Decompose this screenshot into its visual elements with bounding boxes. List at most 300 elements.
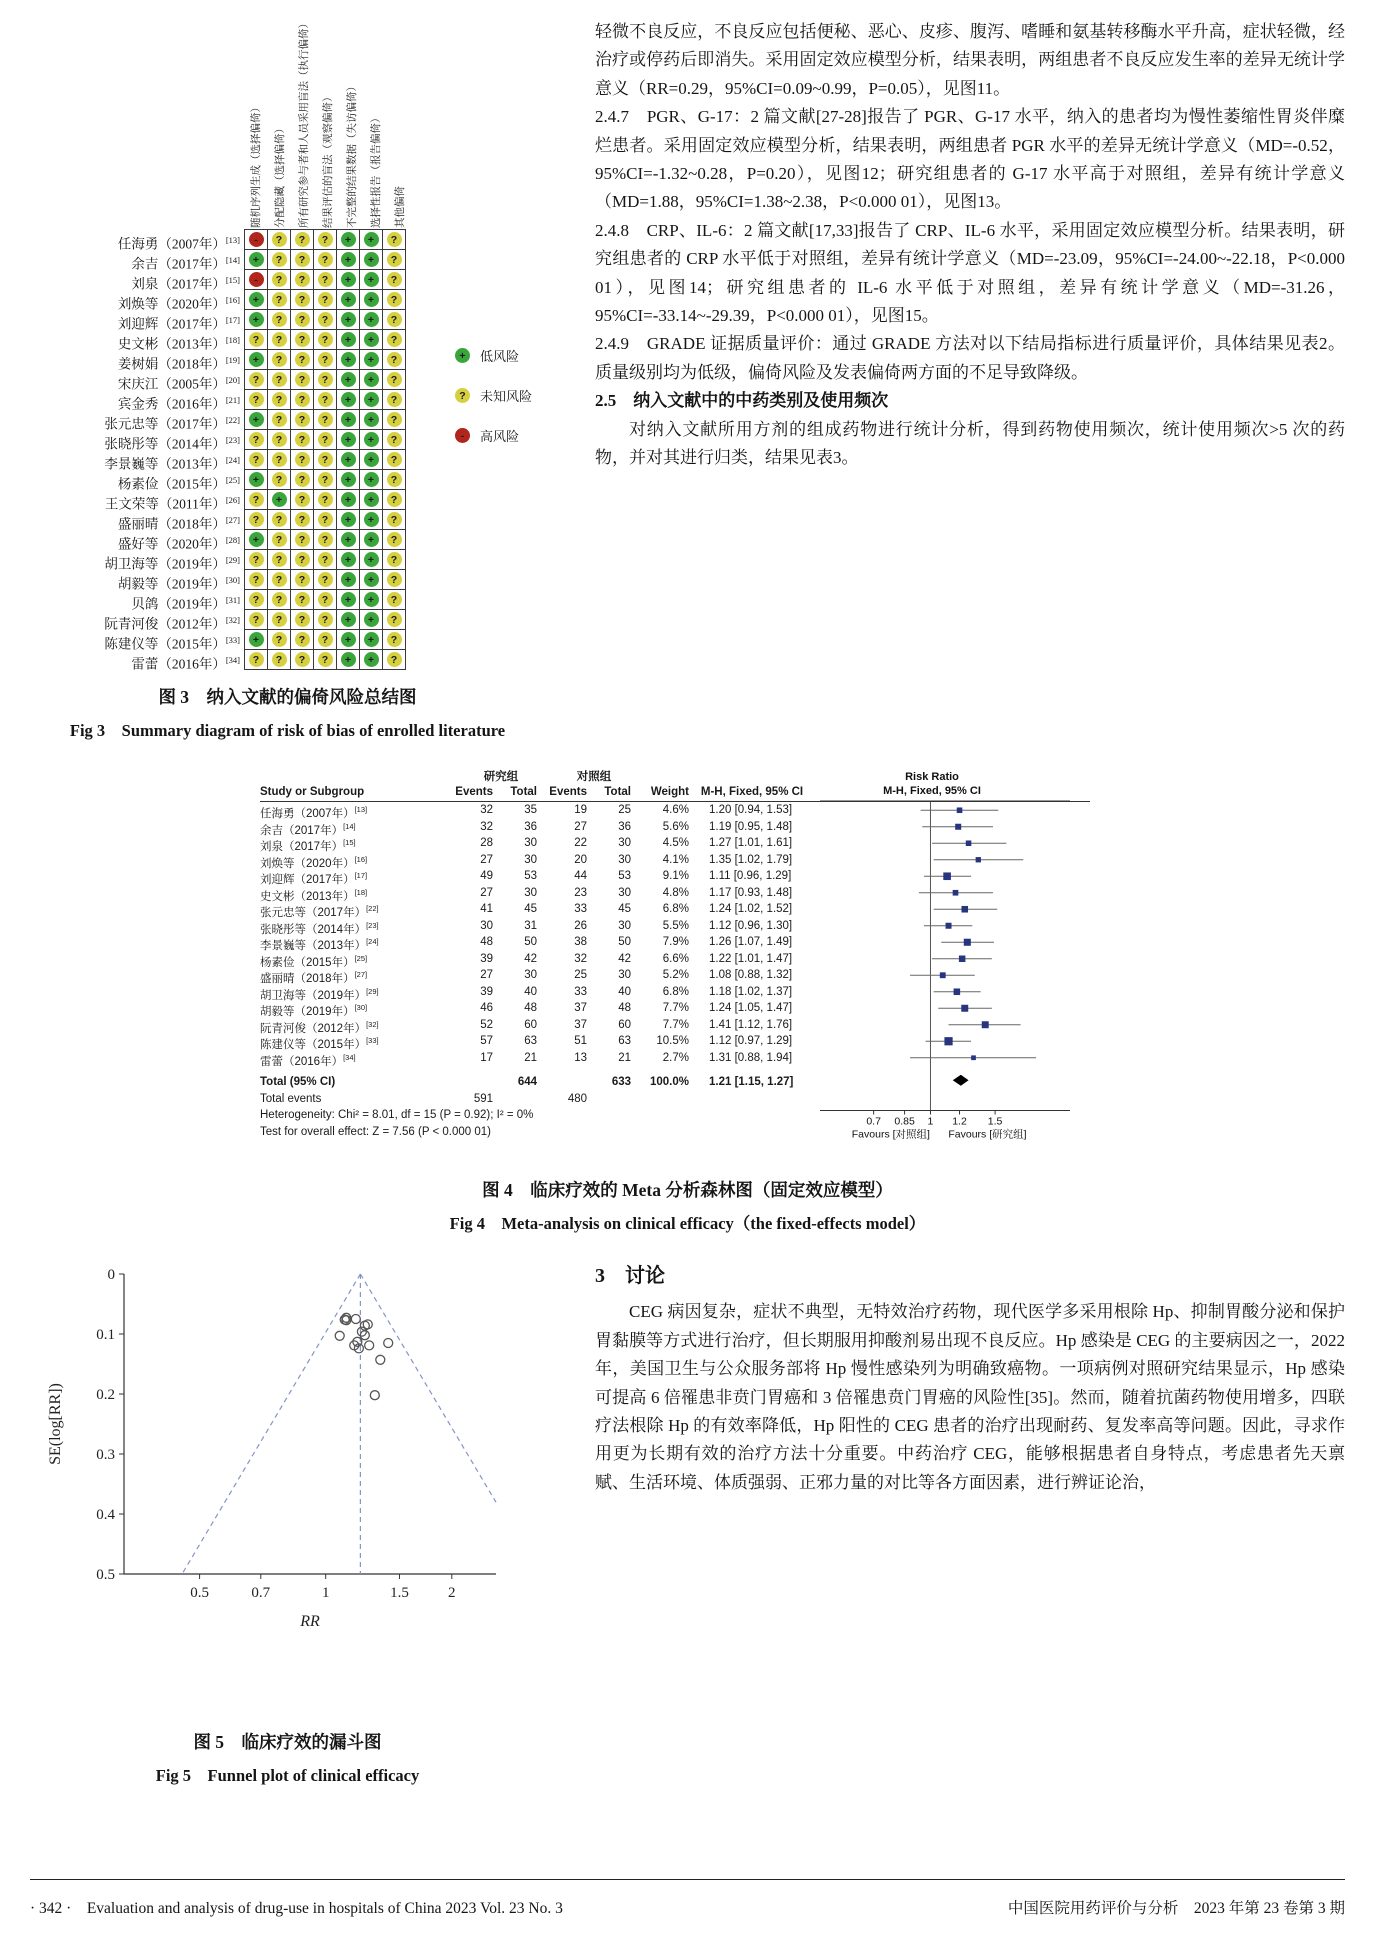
- forest-events1-value: 57: [480, 1035, 493, 1047]
- rob-judgement-cell: [359, 329, 383, 350]
- forest-weight-value: 5.2%: [662, 969, 689, 981]
- funnel-point: [365, 1341, 374, 1350]
- rob-study-name: 姜树娟（2018年）: [117, 356, 226, 372]
- rob-dot-low: +: [249, 292, 264, 307]
- forest-header-study: Study or Subgroup: [260, 786, 365, 798]
- rob-judgement-cell: [313, 249, 337, 270]
- forest-rr-value: 1.31 [0.88, 1.94]: [709, 1051, 793, 1064]
- rob-dot-unclear: ?: [295, 572, 310, 587]
- rob-study-name: 余吉（2017年）: [131, 256, 226, 272]
- forest-study-text: 史文彬（2013年）: [260, 890, 355, 903]
- x-tick-label: 0.7: [251, 1585, 271, 1601]
- rob-dot-unclear: ?: [295, 432, 310, 447]
- rob-judgement-cell: [336, 349, 360, 370]
- rob-judgement-cell: [244, 309, 268, 330]
- rob-study-ref: [14]: [225, 255, 240, 265]
- forest-events2-value: 25: [574, 969, 587, 981]
- rob-dot-unclear: ?: [387, 232, 402, 247]
- rob-study-name: 陈建仪等（2015年）: [104, 636, 226, 652]
- rob-judgement-cell: [359, 429, 383, 450]
- rob-study-name: 贝鸽（2019年）: [131, 596, 226, 612]
- effect-marker: [943, 872, 951, 880]
- rob-judgement-cell: [336, 469, 360, 490]
- rob-study-label: [30, 270, 245, 290]
- forest-weight-value: 4.8%: [662, 886, 689, 899]
- forest-rr-value: 1.12 [0.96, 1.30]: [709, 919, 793, 932]
- rob-dot-unclear: ?: [249, 572, 264, 587]
- forest-study-name: [260, 951, 455, 968]
- rob-dot-low: +: [341, 632, 356, 647]
- forest-events2-value: 19: [574, 804, 587, 816]
- rob-dot-unclear: ?: [295, 492, 310, 507]
- rob-judgement-cell: [359, 629, 383, 650]
- forest-total2-value: 30: [618, 837, 631, 849]
- heading-2-5: 2.5 纳入文献中的中药类别及使用频次: [595, 391, 889, 411]
- rob-judgement-cell: [290, 449, 314, 470]
- rob-judgement-cell: [313, 469, 337, 490]
- rob-study-name: 胡卫海等（2019年）: [104, 556, 226, 572]
- forest-weight-value: 4.1%: [662, 853, 689, 866]
- rob-dot-low: +: [249, 312, 264, 327]
- rob-judgement-cell: [336, 449, 360, 470]
- rob-dot-unclear: ?: [387, 512, 402, 527]
- rob-dot-unclear: ?: [387, 312, 402, 327]
- forest-total-n2: 633: [611, 1076, 631, 1088]
- axis-tick-label: 0.7: [866, 1115, 881, 1128]
- forest-study-name: [260, 1033, 455, 1050]
- rob-judgement-cell: [382, 429, 406, 450]
- rob-judgement-cell: [267, 649, 291, 670]
- rob-dot-low: +: [341, 232, 356, 247]
- rob-dot-low: +: [341, 352, 356, 367]
- forest-total2-value: 30: [618, 969, 631, 981]
- rob-column-headers: [30, 18, 575, 230]
- effect-marker: [940, 972, 946, 978]
- funnel-point: [384, 1339, 393, 1348]
- rob-study-name: 张元忠等（2017年）: [104, 416, 226, 432]
- rob-row: [30, 570, 575, 590]
- rob-dot-unclear: ?: [295, 352, 310, 367]
- rob-row: [30, 590, 575, 610]
- forest-events2-value: 20: [574, 853, 587, 866]
- rob-judgement-cell: [244, 229, 268, 250]
- forest-total1-value: 30: [524, 886, 537, 899]
- forest-study-name: [260, 967, 455, 984]
- rob-judgement-cell: [290, 589, 314, 610]
- forest-rr-value: 1.24 [1.05, 1.47]: [709, 1002, 793, 1014]
- rob-row: [30, 230, 575, 250]
- rob-dot-unclear: ?: [318, 652, 333, 667]
- rob-row: [30, 510, 575, 530]
- rob-dot-unclear: ?: [272, 512, 287, 527]
- rob-study-ref: [16]: [225, 295, 240, 305]
- effect-marker: [971, 1055, 976, 1060]
- rob-study-ref: [20]: [225, 375, 240, 385]
- forest-events1-value: 32: [480, 820, 493, 833]
- rob-judgement-cell: [336, 549, 360, 570]
- rob-judgement-cell: [359, 449, 383, 470]
- forest-study-ref: [25]: [354, 953, 368, 963]
- funnel-boundary-right: [360, 1274, 496, 1502]
- rob-study-ref: [33]: [225, 635, 240, 645]
- rob-judgement-cell: [267, 449, 291, 470]
- rob-study-label: [30, 310, 245, 330]
- forest-study-ref: [13]: [354, 805, 368, 814]
- forest-study-name: [260, 984, 455, 1001]
- rob-study-name: 杨素俭（2015年）: [117, 476, 226, 492]
- spacer: [503, 1091, 547, 1108]
- rob-study-label: [30, 230, 245, 250]
- rob-dot-unclear: ?: [272, 252, 287, 267]
- rob-dot-unclear: ?: [272, 532, 287, 547]
- forest-events1-value: 41: [480, 903, 493, 915]
- rob-judgement-cell: [267, 529, 291, 550]
- rob-dot-low: +: [341, 492, 356, 507]
- rob-dot-unclear: ?: [295, 652, 310, 667]
- rob-judgement-cell: [336, 649, 360, 670]
- rob-judgement-cell: [290, 509, 314, 530]
- rob-judgement-cell: [313, 289, 337, 310]
- rob-legend-label: 未知风险: [480, 389, 533, 404]
- forest-events1-value: 27: [480, 886, 493, 899]
- rob-judgement-cell: [382, 249, 406, 270]
- forest-study-text: 刘泉（2017年）: [260, 840, 344, 853]
- rob-dot-unclear: ?: [318, 552, 333, 567]
- rob-judgement-cell: [382, 289, 406, 310]
- forest-rr-value: 1.12 [0.97, 1.29]: [709, 1035, 793, 1047]
- rob-study-label: [30, 250, 245, 270]
- forest-study-name: [260, 819, 455, 836]
- forest-rr-value: 1.18 [1.02, 1.37]: [709, 985, 793, 998]
- y-tick-label: 0.1: [96, 1327, 115, 1343]
- axis-tick-label: 1.5: [987, 1115, 1003, 1128]
- rob-judgement-cell: [313, 409, 337, 430]
- rob-dot-unclear: ?: [272, 392, 287, 407]
- rob-row: [30, 250, 575, 270]
- rob-judgement-cell: [290, 349, 314, 370]
- plot-header-line1: Risk Ratio: [905, 771, 959, 783]
- forest-events1-value: 32: [480, 804, 493, 816]
- rob-judgement-cell: [336, 229, 360, 250]
- favours-right-label: Favours [研究组]: [948, 1128, 1027, 1141]
- rob-judgement-cell: [267, 549, 291, 570]
- rob-dot-unclear: ?: [272, 452, 287, 467]
- rob-dot-unclear: ?: [295, 372, 310, 387]
- rob-study-label: [30, 510, 245, 530]
- rob-judgement-cell: [336, 609, 360, 630]
- rob-dot-unclear: ?: [249, 372, 264, 387]
- rob-dot-unclear: ?: [387, 632, 402, 647]
- rob-study-ref: [23]: [225, 435, 240, 445]
- rob-judgement-cell: [267, 609, 291, 630]
- rob-dot-unclear: ?: [295, 512, 310, 527]
- rob-dot-low: +: [364, 472, 379, 487]
- rob-dot-low: +: [249, 352, 264, 367]
- rob-dot-unclear: ?: [272, 292, 287, 307]
- rob-dot-unclear: ?: [249, 452, 264, 467]
- rob-dot-low: +: [341, 572, 356, 587]
- rob-dot-unclear: ?: [272, 552, 287, 567]
- rob-judgement-cell: [244, 589, 268, 610]
- rob-dot-low: +: [249, 252, 264, 267]
- axis-tick-label: 0.85: [894, 1115, 915, 1128]
- rob-study-name: 盛丽晴（2018年）: [117, 516, 226, 532]
- forest-heterogeneity-text: Heterogeneity: Chi² = 8.01, df = 15 (P = 0.92); I² = 0%: [260, 1109, 534, 1121]
- rob-dot-unclear: ?: [318, 432, 333, 447]
- rob-dot-unclear: ?: [318, 252, 333, 267]
- rob-dot-unclear: ?: [295, 592, 310, 607]
- rob-judgement-cell: [359, 269, 383, 290]
- rob-judgement-cell: [382, 389, 406, 410]
- rob-dot-low: +: [364, 292, 379, 307]
- rob-study-ref: [13]: [225, 235, 240, 245]
- rob-study-name: 李景巍等（2013年）: [104, 456, 226, 472]
- rob-dot-unclear: ?: [272, 352, 287, 367]
- rob-study-ref: [25]: [225, 475, 240, 485]
- rob-judgement-cell: [313, 529, 337, 550]
- forest-total2-value: 45: [618, 903, 631, 915]
- forest-study-text: 雷蕾（2016年）: [260, 1055, 344, 1068]
- section-2-4-7: 2.4.7 PGR、G-17：2 篇文献[27-28]报告了 PGR、G-17 水平，纳入的患者均为慢性萎缩性胃炎伴糜烂患者。采用固定效应模型分析，结果表明，两组患者 PGR 水平的差异无统计学意义（MD=-0.52，95%CI=-1.32~0.28，P=0.20），见图12；研究组患者的 G-17 水平高于对照组，差异有统计学意义（MD=1.88，95%CI=1.38~2.38，P<0.000 01），见图13。: [595, 107, 1345, 212]
- rob-judgement-cell: [359, 529, 383, 550]
- forest-events1-value: 39: [480, 985, 493, 998]
- rob-study-name: 王文荣等（2011年）: [104, 496, 226, 512]
- rob-dot-low: +: [364, 252, 379, 267]
- rob-dot-unclear: ?: [249, 652, 264, 667]
- rob-row: [30, 650, 575, 670]
- forest-weight-value: 7.7%: [662, 1018, 689, 1031]
- rob-judgement-cell: [244, 389, 268, 410]
- forest-events2-value: 26: [574, 919, 587, 932]
- rob-study-label: [30, 650, 245, 670]
- rob-dot-unclear: ?: [318, 392, 333, 407]
- rob-judgement-cell: [244, 649, 268, 670]
- rob-dot-unclear: ?: [249, 612, 264, 627]
- rob-row: [30, 490, 575, 510]
- rob-study-label: [30, 370, 245, 390]
- rob-judgement-cell: [267, 269, 291, 290]
- rob-judgement-cell: [267, 569, 291, 590]
- rob-study-ref: [24]: [225, 455, 240, 465]
- rob-dot-low: +: [364, 552, 379, 567]
- rob-column-header: 分配隐藏（选择偏倚）: [275, 123, 286, 228]
- rob-dot-unclear: ?: [387, 392, 402, 407]
- figure-4-forest-plot: [260, 769, 1090, 1157]
- rob-dot-low: +: [341, 292, 356, 307]
- forest-study-text: 刘焕等（2020年）: [260, 857, 355, 870]
- rob-dot-unclear: ?: [387, 252, 402, 267]
- x-tick-label: 2: [448, 1585, 456, 1601]
- forest-weight-value: 9.1%: [662, 870, 689, 882]
- rob-judgement-cell: [313, 429, 337, 450]
- rob-dot-unclear: ?: [387, 292, 402, 307]
- rob-judgement-cell: [244, 329, 268, 350]
- rob-dot-low: +: [249, 632, 264, 647]
- rob-dot-unclear: ?: [295, 472, 310, 487]
- rob-dot-low: +: [341, 432, 356, 447]
- rob-study-label: [30, 610, 245, 630]
- forest-total2-value: 63: [618, 1035, 631, 1047]
- rob-dot-unclear: ?: [249, 432, 264, 447]
- forest-study-name: [260, 835, 455, 852]
- rob-dot-unclear: ?: [318, 412, 333, 427]
- effect-marker: [957, 807, 963, 813]
- rob-study-label: [30, 410, 245, 430]
- forest-events2-value: 32: [574, 952, 587, 965]
- forest-weight-value: 5.5%: [662, 919, 689, 932]
- favours-left-label: Favours [对照组]: [851, 1128, 930, 1141]
- rob-judgement-cell: [382, 229, 406, 250]
- paragraph-discussion: CEG 病因复杂，症状不典型，无特效治疗药物，现代医学多采用根除 Hp、抑制胃酸分泌和保护胃黏膜等方式进行治疗，但长期服用抑酸剂易出现不良反应。Hp 感染是 CEG 的主要病因之一，2022 年，美国卫生与公众服务部将 Hp 慢性感染列为明确致癌物。一项病例对照研究结果显示，Hp 感染可提高 6 倍罹患非贲门胃癌和 3 倍罹患贲门胃癌的风险性[35]。然而，随着抗菌药物使用增多，四联疗法根除 Hp 的有效率降低，Hp 阳性的 CEG 患者的治疗出现耐药、复发率高等问题。因此，寻求作用更为长期有效的治疗方法十分重要。中药治疗 CEG，能够根据患者自身特点，考虑患者先天禀赋、生活环境、体质强弱、正邪力量的对比等各方面因素，进行辨证论治，: [595, 1302, 1345, 1492]
- section-2-4-8: 2.4.8 CRP、IL-6：2 篇文献[17,33]报告了 CRP、IL-6 水平，采用固定效应模型分析。结果表明，研究组患者的 CRP 水平低于对照组，差异有统计学意义（MD=-23.09，95%CI=-24.00~-22.18，P<0.000 01），见图14；研究组患者的 IL-6 水平低于对照组，差异有统计学意义（MD=-31.26，95%CI=-33.14~-29.39，P<0.000 01），见图15。: [595, 220, 1345, 326]
- rob-judgement-cell: [359, 489, 383, 510]
- forest-plot-graphic: [820, 769, 1070, 1154]
- rob-study-ref: [21]: [225, 395, 240, 405]
- rob-dot-unclear: ?: [387, 452, 402, 467]
- rob-judgement-cell: [290, 409, 314, 430]
- x-tick-label: 1.5: [390, 1585, 409, 1601]
- forest-svg: [820, 769, 1070, 1151]
- rob-judgement-cell: [290, 369, 314, 390]
- rob-dot-unclear: ?: [272, 632, 287, 647]
- forest-weight-value: 4.6%: [662, 804, 689, 816]
- rob-study-label: [30, 430, 245, 450]
- rob-dot-unclear: ?: [249, 332, 264, 347]
- rob-dot-low: +: [272, 492, 287, 507]
- forest-study-text: 杨素俭（2015年）: [260, 956, 355, 969]
- rob-dot-unclear: ?: [387, 552, 402, 567]
- rob-dot-low: +: [364, 452, 379, 467]
- rob-judgement-cell: [244, 369, 268, 390]
- forest-total2-value: 30: [618, 886, 631, 899]
- forest-study-text: 胡卫海等（2019年）: [260, 989, 367, 1002]
- rob-judgement-cell: [267, 469, 291, 490]
- rob-judgement-cell: [382, 629, 406, 650]
- spacer: [547, 1074, 597, 1091]
- forest-events2-value: 38: [574, 936, 587, 948]
- rob-judgement-cell: [267, 229, 291, 250]
- effect-marker: [946, 923, 952, 929]
- rob-dot-low: +: [364, 612, 379, 627]
- forest-study-text: 张晓彤等（2014年）: [260, 923, 367, 936]
- forest-total-n1: 644: [517, 1076, 537, 1088]
- rob-legend-dot-high: -: [455, 428, 470, 443]
- forest-study-ref: [15]: [343, 838, 356, 847]
- rob-row: [30, 530, 575, 550]
- forest-events1-value: 39: [480, 952, 493, 965]
- article-column-top: [575, 18, 1345, 741]
- forest-study-ref: [33]: [366, 1036, 379, 1045]
- forest-events2-value: 22: [574, 837, 587, 849]
- axis-tick-label: 1: [927, 1115, 934, 1128]
- rob-judgement-cell: [244, 409, 268, 430]
- rob-dot-unclear: ?: [272, 412, 287, 427]
- forest-study-text: 胡毅等（2019年）: [260, 1005, 355, 1018]
- forest-total1-value: 31: [524, 919, 537, 932]
- rob-study-ref: [18]: [225, 335, 240, 345]
- rob-dot-unclear: ?: [295, 412, 310, 427]
- rob-judgement-cell: [267, 509, 291, 530]
- rob-judgement-cell: [244, 469, 268, 490]
- rob-judgement-cell: [290, 549, 314, 570]
- rob-study-name: 史文彬（2013年）: [117, 336, 226, 352]
- forest-total1-value: 45: [524, 903, 537, 915]
- forest-weight-value: 5.6%: [662, 820, 689, 833]
- rob-judgement-cell: [244, 609, 268, 630]
- rob-row: [30, 610, 575, 630]
- total-diamond: [953, 1075, 969, 1086]
- forest-events1-value: 27: [480, 969, 493, 981]
- forest-study-ref: [32]: [366, 1019, 379, 1029]
- rob-dot-unclear: ?: [387, 572, 402, 587]
- rob-study-name: 胡毅等（2019年）: [117, 576, 226, 592]
- rob-dot-unclear: ?: [318, 472, 333, 487]
- rob-column-header: 随机序列生成（选择偏倚）: [251, 102, 262, 228]
- section-2-4-9: 2.4.9 GRADE 证据质量评价：通过 GRADE 方法对以下结局指标进行质量评价，具体结果见表2。质量级别均为低级，偏倚风险及发表偏倚两方面的不足导致降级。: [595, 334, 1345, 382]
- rob-judgement-cell: [313, 449, 337, 470]
- rob-study-label: [30, 450, 245, 470]
- rob-dot-unclear: ?: [318, 452, 333, 467]
- y-axis-title: SE(log[RR]): [47, 1383, 64, 1465]
- effect-marker: [959, 956, 965, 962]
- rob-study-label: [30, 390, 245, 410]
- rob-dot-unclear: ?: [272, 312, 287, 327]
- forest-rr-value: 1.24 [1.02, 1.52]: [709, 903, 793, 915]
- forest-study-text: 李景巍等（2013年）: [260, 939, 367, 952]
- rob-judgement-cell: [267, 289, 291, 310]
- rob-study-label: [30, 350, 245, 370]
- rob-judgement-cell: [382, 269, 406, 290]
- rob-column-header: 选择性报告（报告偏倚）: [371, 112, 382, 228]
- rob-dot-unclear: ?: [295, 612, 310, 627]
- effect-marker: [955, 824, 961, 830]
- rob-judgement-cell: [382, 309, 406, 330]
- rob-study-name: 张晓彤等（2014年）: [104, 436, 226, 452]
- spacer: [697, 769, 807, 785]
- rob-judgement-cell: [267, 249, 291, 270]
- rob-judgement-cell: [267, 409, 291, 430]
- rob-judgement-cell: [336, 529, 360, 550]
- forest-events2-value: 33: [574, 903, 587, 915]
- forest-total2-value: 42: [618, 952, 631, 965]
- effect-marker: [976, 857, 981, 862]
- forest-weight-value: 6.8%: [662, 985, 689, 998]
- rob-judgement-cell: [267, 369, 291, 390]
- forest-header-rr: M-H, Fixed, 95% CI: [700, 786, 804, 798]
- rob-dot-high: -: [249, 232, 264, 247]
- rob-judgement-cell: [359, 609, 383, 630]
- x-tick-label: 0.5: [190, 1585, 209, 1601]
- rob-study-label: [30, 550, 245, 570]
- rob-column-header: 其他偏倚: [395, 186, 406, 228]
- rob-study-name: 刘泉（2017年）: [131, 276, 226, 292]
- forest-study-ref: [30]: [354, 1003, 368, 1012]
- rob-judgement-cell: [267, 329, 291, 350]
- rob-study-ref: [34]: [225, 655, 240, 665]
- rob-dot-unclear: ?: [295, 392, 310, 407]
- rob-study-ref: [22]: [225, 415, 240, 425]
- rob-judgement-cell: [313, 309, 337, 330]
- rob-dot-low: +: [341, 372, 356, 387]
- forest-events2-value: 37: [574, 1018, 587, 1031]
- rob-dot-high: -: [249, 272, 264, 287]
- forest-study-text: 阮青河俊（2012年）: [260, 1022, 367, 1035]
- spacer: [455, 1074, 503, 1091]
- rob-judgement-cell: [382, 449, 406, 470]
- rob-dot-low: +: [341, 452, 356, 467]
- rob-judgement-cell: [313, 589, 337, 610]
- rob-judgement-cell: [244, 289, 268, 310]
